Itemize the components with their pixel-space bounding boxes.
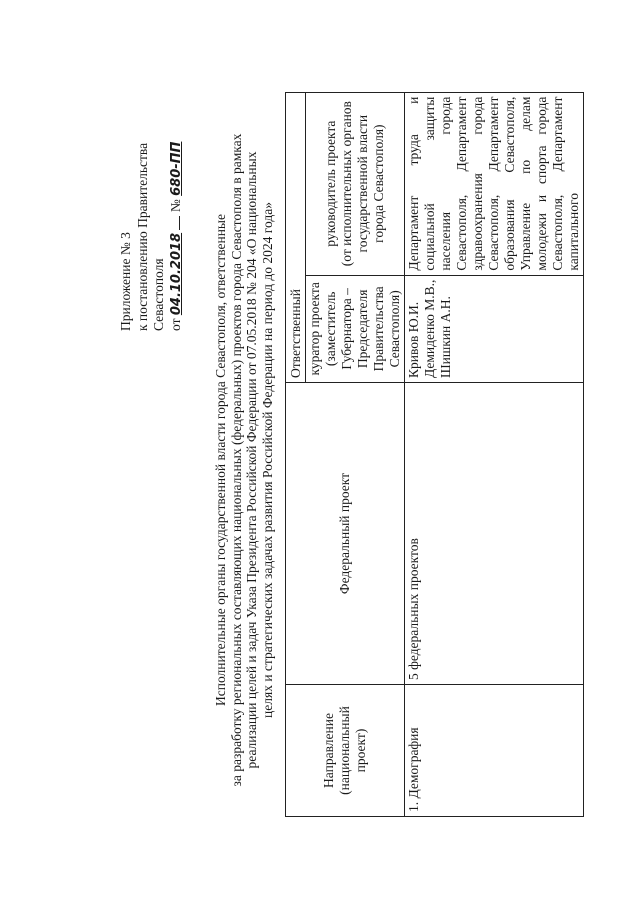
title-line-4: целях и стратегических задачах развития Российской Федерации на период до 2024 года» xyxy=(259,202,275,718)
number-prefix: № xyxy=(167,199,183,213)
header-curator-line-5: Правительства xyxy=(371,286,386,372)
table-header-row-1 xyxy=(286,92,306,816)
header-leader-line-3: государственной власти xyxy=(355,114,370,253)
cell-leader: Департамент труда и социальной защиты населения города Севастополя, Департамент здравоохранения города Севастополя, Департамент образования Севастополя, Управление по делам молодежи и спорта города Севастополя, Департамент капитального xyxy=(405,92,584,275)
header-curator-line-1: куратор проекта xyxy=(307,282,322,376)
curator-name-2: Демиденко М.В., xyxy=(422,279,437,378)
header-direction-line-2: (национальный xyxy=(337,706,352,795)
header-direction xyxy=(286,685,405,817)
appendix-block xyxy=(118,91,185,331)
header-direction-line-3: проект) xyxy=(353,728,368,773)
date-underline xyxy=(179,216,180,230)
header-leader-line-1: руководитель проекта xyxy=(323,120,338,247)
date-prefix: от xyxy=(167,318,183,331)
header-curator xyxy=(306,275,405,382)
header-leader-line-4: города Севастополя) xyxy=(371,124,386,243)
header-curator-line-6: Севастополя) xyxy=(387,290,402,368)
cell-direction: 1. Демография xyxy=(405,685,584,817)
responsibility-table xyxy=(285,92,584,817)
header-leader xyxy=(306,92,405,275)
curator-name-3: Шишкин А.Н. xyxy=(438,296,453,378)
title-line-1: Исполнительные органы государственной власти города Севастополя, ответственные xyxy=(213,214,228,706)
cell-curators xyxy=(405,275,584,382)
header-curator-line-3: Губернатора – xyxy=(339,288,354,370)
header-leader-line-2: (от исполнительных органов xyxy=(339,101,354,267)
header-curator-line-2: (заместитель xyxy=(323,291,338,367)
header-responsible: Ответственный xyxy=(286,92,306,382)
header-curator-line-4: Председателя xyxy=(355,289,370,369)
table-row xyxy=(405,92,584,816)
document-title xyxy=(213,115,275,805)
appendix-date-line xyxy=(168,91,186,331)
appendix-line-3: Севастополя xyxy=(151,258,166,331)
cell-federal-project: 5 федеральных проектов xyxy=(405,383,584,685)
title-line-3: реализации целей и задач Указа Президента Российской Федерации от 07.05.2018 № 204 «О национальных xyxy=(244,151,259,769)
title-line-2: за разработку региональных составляющих национальных (федеральных) проектов города Севастополя в рамках xyxy=(228,133,244,787)
appendix-line-1: Приложение № 3 xyxy=(118,232,133,331)
curator-name-1: Кривов Ю.И. xyxy=(406,301,421,378)
header-direction-line-1: Направление xyxy=(321,713,336,788)
handwritten-date: 04.10.2018 xyxy=(168,232,184,316)
appendix-line-2: к постановлению Правительства xyxy=(134,142,150,331)
handwritten-number: 680-ПП xyxy=(168,141,184,196)
header-federal-project: Федеральный проект xyxy=(286,383,405,685)
